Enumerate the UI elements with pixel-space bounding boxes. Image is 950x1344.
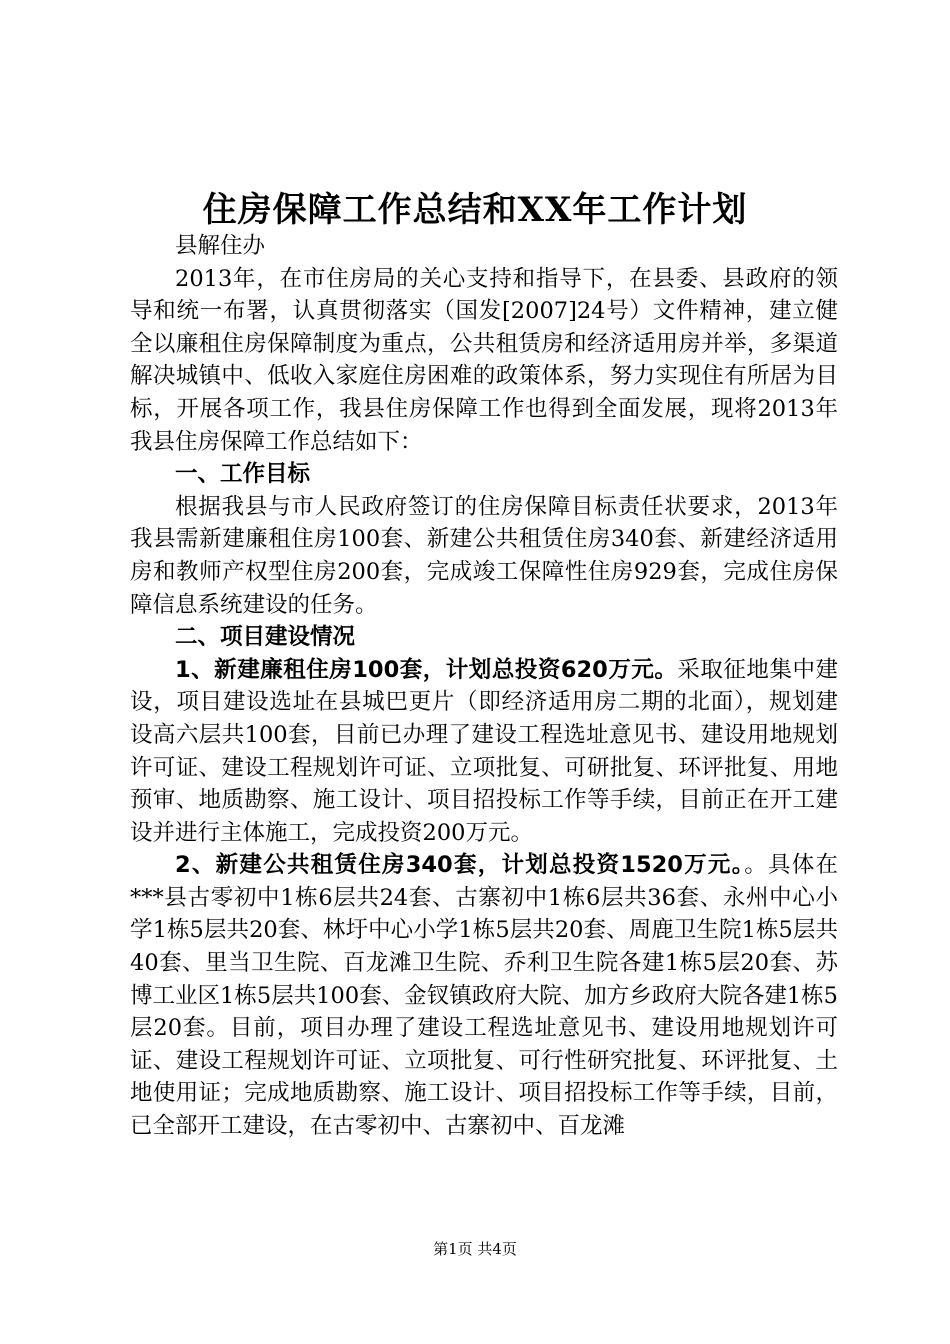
project-item-1-text: 采取征地集中建设，项目建设选址在县城巴更片（即经济适用房二期的北面），规划建设高六层共100套，目前已办理了建设工程选址意见书、建设用地规划许可证、建设工程规划许可证、立项批复、可研批复、环评批复、用地预审、地质勘察、施工设计、项目招投标工作等手续，目前正在开工建设并进行主体施工，完成投资200万元。 <box>130 656 838 846</box>
section-heading-projects: 二、项目建设情况 <box>175 624 356 651</box>
author-line: 县解住办 <box>175 233 266 259</box>
section-heading-goals: 一、工作目标 <box>175 461 311 488</box>
project-item-2-lead: 2、新建公共租赁住房340套，计划总投资1520万元。 <box>175 852 745 879</box>
goals-paragraph: 根据我县与市人民政府签订的住房保障目标责任状要求，2013年我县需新建廉租住房100套、新建公共租赁住房340套、新建经济适用房和教师产权型住房200套，完成竣工保障性住房929套，完成住房保障信息系统建设的任务。 <box>130 493 838 618</box>
project-item-1-lead: 1、新建廉租住房100套，计划总投资620万元。 <box>175 656 678 683</box>
document-body <box>130 230 838 1143</box>
project-item-2 <box>130 849 838 1142</box>
page-footer: 第1页 共4页 <box>433 1240 517 1258</box>
project-item-2-text: 。具体在***县古零初中1栋6层共24套、古寨初中1栋6层共36套、永州中心小学1栋5层共20套、林圩中心小学1栋5层共20套、周鹿卫生院1栋5层共40套、里当卫生院、百龙滩卫生院、乔利卫生院各建1栋5层20套、苏博工业区1栋5层共100套、金钗镇政府大院、加方乡政府大院各建1栋5层20套。目前，项目办理了建设工程选址意见书、建设用地规划许可证、建设工程规划许可证、立项批复、可行性研究批复、环评批复、土地使用证；完成地质勘察、施工设计、项目招投标工作等手续，目前，已全部开工建设，在古零初中、古寨初中、百龙滩 <box>130 852 838 1140</box>
document-title: 住房保障工作总结和XX年工作计划 <box>202 190 748 230</box>
project-item-1 <box>130 654 838 850</box>
intro-paragraph: 2013年，在市住房局的关心支持和指导下，在县委、县政府的领导和统一布署，认真贯彻落实（国发[2007]24号）文件精神，建立健全以廉租住房保障制度为重点，公共租赁房和经济适用房并举，多渠道解决城镇中、低收入家庭住房困难的政策体系，努力实现住有所居为目标，开展各项工作，我县住房保障工作也得到全面发展，现将2013年我县住房保障工作总结如下： <box>130 265 838 455</box>
